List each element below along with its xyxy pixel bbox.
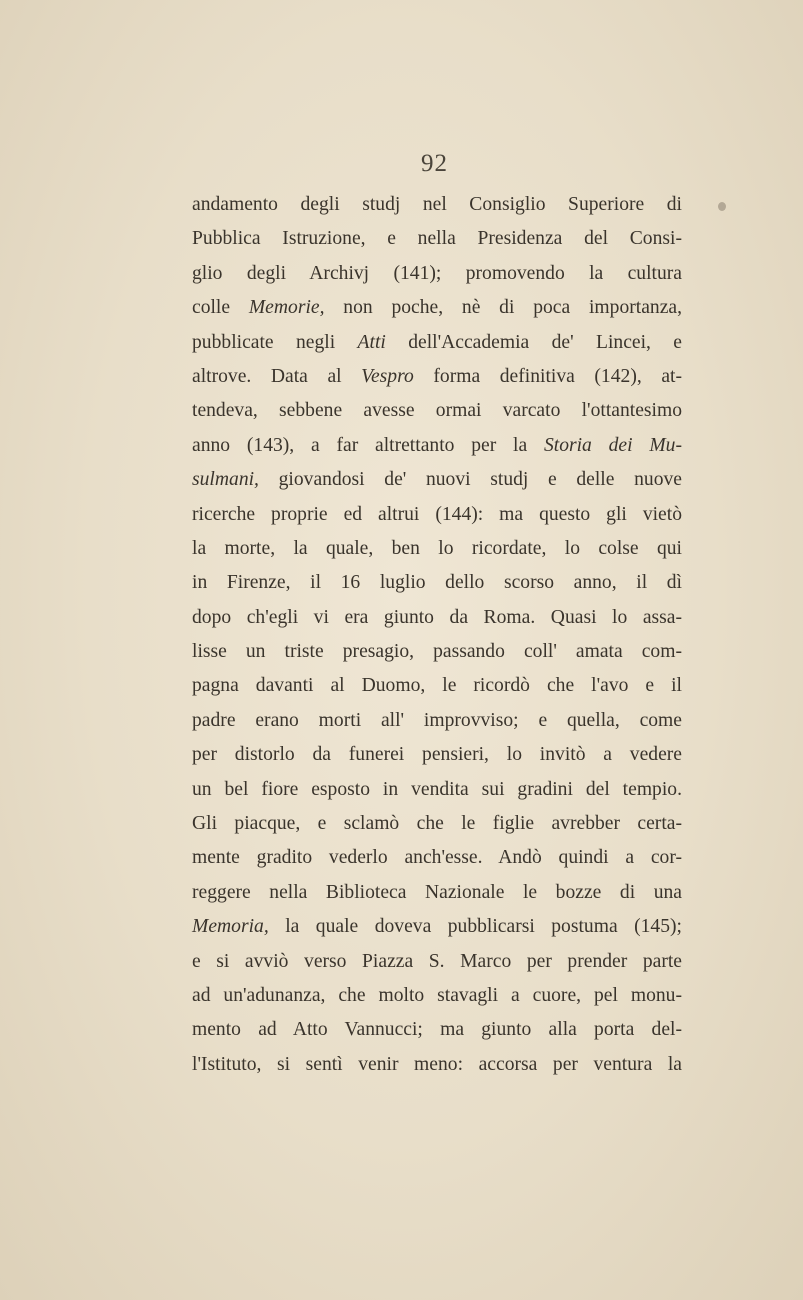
text-run: tendeva, sebbene avesse ormai varcato l'ottantesimo <box>192 400 682 422</box>
text-line <box>192 841 682 875</box>
text-run: anno (143), a far altrettanto per la <box>192 434 544 456</box>
text-line <box>192 188 682 222</box>
text-line <box>192 876 682 910</box>
text-run: un bel fiore esposto in vendita sui gradini del tempio. <box>192 778 682 800</box>
text-line <box>192 669 682 703</box>
text-line <box>192 257 682 291</box>
text-run: mento ad Atto Vannucci; ma giunto alla porta del- <box>192 1019 682 1041</box>
text-line <box>192 566 682 600</box>
italic-title: Atti <box>357 331 386 353</box>
italic-title: Vespro <box>361 365 414 387</box>
text-line <box>192 463 682 497</box>
text-line <box>192 738 682 772</box>
text-run: padre erano morti all' improvviso; e quella, come <box>192 709 682 731</box>
text-run: altrove. Data al <box>192 365 362 387</box>
italic-title: Memorie, <box>248 297 325 319</box>
text-line <box>192 360 682 394</box>
text-line <box>192 807 682 841</box>
text-run: pagna davanti al Duomo, le ricordò che l'avo e il <box>192 675 682 697</box>
text-run: andamento degli studj nel Consiglio Superiore di <box>192 194 682 215</box>
text-run: forma definitiva (142), at- <box>413 365 682 387</box>
text-line <box>192 498 682 532</box>
text-line <box>192 326 682 360</box>
text-run: non poche, nè di poca importanza, <box>324 297 682 319</box>
text-run: la morte, la quale, ben lo ricordate, lo colse qui <box>192 537 682 559</box>
text-line <box>192 1048 682 1082</box>
ink-blot <box>718 202 726 211</box>
text-line <box>192 910 682 944</box>
text-line <box>192 222 682 256</box>
text-run: per distorlo da funerei pensieri, lo invitò a vedere <box>192 744 682 766</box>
text-line <box>192 979 682 1013</box>
text-line <box>192 429 682 463</box>
text-run: mente gradito vederlo anch'esse. Andò quindi a cor- <box>192 847 682 869</box>
text-run: lisse un triste presagio, passando coll' amata com- <box>192 641 682 663</box>
text-line <box>192 704 682 738</box>
text-line <box>192 291 682 325</box>
text-run: pubblicate negli <box>192 331 358 353</box>
body-text <box>192 188 682 1082</box>
text-line <box>192 601 682 635</box>
text-line <box>192 773 682 807</box>
text-run: Pubblica Istruzione, e nella Presidenza del Consi- <box>192 228 682 250</box>
italic-title: sulmani, <box>192 469 259 491</box>
text-line <box>192 394 682 428</box>
text-run: ad un'adunanza, che molto stavagli a cuore, pel monu- <box>192 984 682 1006</box>
text-line <box>192 945 682 979</box>
text-run: la quale doveva pubblicarsi postuma (145); <box>268 916 682 938</box>
text-run: l'Istituto, si sentì venir meno: accorsa per ventura la <box>192 1053 682 1075</box>
italic-title: Memoria, <box>192 916 269 938</box>
text-run: Gli piacque, e sclamò che le figlie avrebber certa- <box>192 813 682 835</box>
text-line <box>192 1013 682 1047</box>
text-line <box>192 532 682 566</box>
text-run: dell'Accademia de' Lincei, e <box>385 331 682 353</box>
text-run: colle <box>192 297 249 319</box>
text-run: in Firenze, il 16 luglio dello scorso anno, il dì <box>192 572 682 594</box>
text-line <box>192 635 682 669</box>
text-run: reggere nella Biblioteca Nazionale le bozze di una <box>192 881 682 903</box>
text-run: giovandosi de' nuovi studj e delle nuove <box>258 469 682 491</box>
italic-title: Storia dei Mu- <box>543 434 683 456</box>
text-run: ricerche proprie ed altrui (144): ma questo gli vietò <box>192 503 682 525</box>
text-run: glio degli Archivj (141); promovendo la cultura <box>192 262 682 284</box>
text-run: dopo ch'egli vi era giunto da Roma. Quasi lo assa- <box>192 606 682 628</box>
page-number: 92 <box>421 150 448 177</box>
text-run: e si avviò verso Piazza S. Marco per prender parte <box>192 950 682 972</box>
